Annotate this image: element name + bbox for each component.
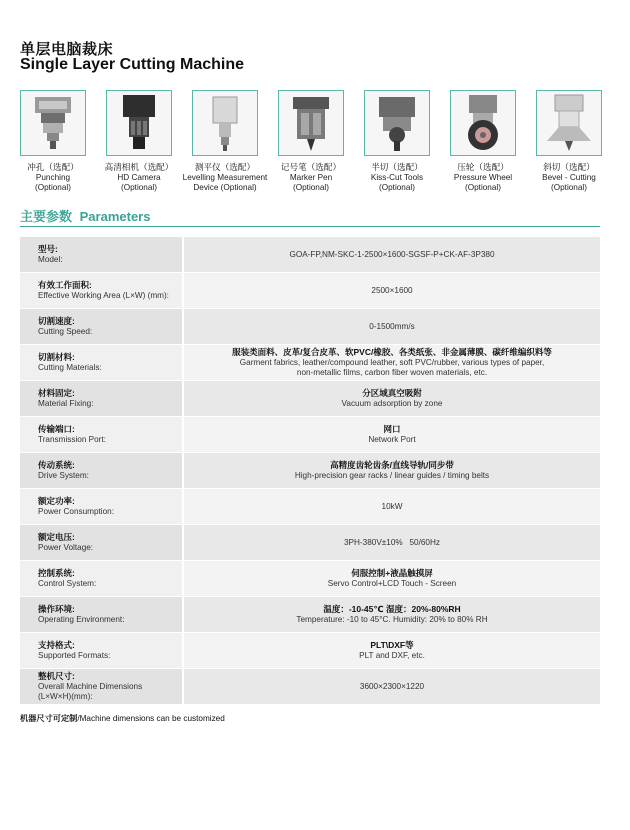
param-row-machine-dimensions [20, 669, 600, 704]
tool-label-en: Levelling Measurement [182, 173, 268, 182]
tool-label-en: Punching [35, 173, 71, 182]
param-label-zh: 传动系统: [38, 460, 75, 470]
tool-hd-camera [104, 90, 174, 193]
param-label-zh: 有效工作面积: [38, 280, 92, 290]
tool-bevel-cutting [534, 90, 604, 193]
param-value-en: Garment fabrics, leather/compound leather, soft PVC/rubber, various types of paper, [239, 358, 545, 367]
param-value-en: 3PH-380V±10% 50/60Hz [344, 537, 440, 547]
param-label-en: Overall Machine Dimensions [38, 682, 143, 691]
param-label-en: Drive System: [38, 471, 89, 480]
param-value-zh: 分区域真空吸附 [362, 388, 422, 398]
param-value-en: GOA-FP,NM-SKC-1-2500×1600-SGSF-P+CK-AF-3P380 [289, 249, 495, 259]
param-value-zh: 服装类面料、皮革/复合皮革、软PVC/橡胶、各类纸张、非金属薄膜、碳纤维编织料等 [232, 347, 552, 357]
tool-label-optional: (Optional) [121, 183, 157, 192]
param-label-en: Effective Working Area (L×W) (mm): [38, 291, 169, 300]
tool-label-optional: (Optional) [293, 183, 329, 192]
punching-tool-icon [20, 90, 86, 156]
param-label-en: Transmission Port: [38, 435, 106, 444]
param-value-en: PLT and DXF, etc. [359, 651, 425, 660]
param-row-model [20, 237, 600, 272]
tool-label-optional: (Optional) [551, 183, 587, 192]
tool-label-zh: 测平仪（选配） [194, 162, 256, 172]
param-row-transmission-port [20, 417, 600, 452]
param-label-zh: 额定电压: [38, 532, 75, 542]
param-label-en: Control System: [38, 579, 97, 588]
param-row-working-area [20, 273, 600, 308]
levelling-device-icon [192, 90, 258, 156]
param-value-en: Temperature: -10 to 45°C. Humidity: 20% to 80% RH [296, 615, 488, 624]
customization-note-zh: 机器尺寸可定制 [20, 714, 78, 723]
param-label-en: Operating Environment: [38, 615, 125, 624]
param-value-en: 2500×1600 [371, 285, 413, 295]
param-label-en: Cutting Speed: [38, 327, 93, 336]
tool-label-optional: (Optional) [35, 183, 71, 192]
param-label-en: Power Consumption: [38, 507, 114, 516]
tool-label-en: Marker Pen [289, 173, 333, 182]
param-label-zh: 支持格式: [38, 640, 75, 650]
param-label-en: Material Fixing: [38, 399, 94, 408]
param-label-en: Cutting Materials: [38, 363, 102, 372]
parameters-heading [20, 206, 150, 225]
tool-label-en: HD Camera [117, 173, 161, 182]
section-divider [20, 226, 600, 227]
param-value-en: Network Port [368, 435, 416, 444]
param-row-material-fixing [20, 381, 600, 416]
kiss-cut-tool-icon [364, 90, 430, 156]
param-row-control-system [20, 561, 600, 596]
param-label-zh: 材料固定: [38, 388, 75, 398]
tool-label-optional: (Optional) [379, 183, 415, 192]
tool-label-en: Pressure Wheel [453, 173, 513, 182]
param-label-zh: 操作环境: [38, 604, 75, 614]
param-row-supported-formats [20, 633, 600, 668]
tool-label-zh: 半切（选配） [371, 162, 423, 172]
customization-note [20, 713, 225, 724]
tool-marker-pen [276, 90, 346, 193]
param-value-en: 10kW [381, 501, 403, 511]
param-value-en-line2: non-metallic films, carbon fiber woven materials, etc. [296, 368, 488, 377]
tool-label-optional: Device (Optional) [193, 183, 257, 192]
tool-label-en: Bevel - Cutting [542, 173, 596, 182]
hd-camera-icon [106, 90, 172, 156]
parameters-heading-en: Parameters [79, 209, 151, 224]
param-row-cutting-speed [20, 309, 600, 344]
marker-pen-icon [278, 90, 344, 156]
parameters-heading-zh: 主要参数 [20, 209, 73, 224]
customization-note-en: /Machine dimensions can be customized [77, 714, 225, 723]
param-value-en: High-precision gear racks / linear guides / timing belts [294, 471, 490, 480]
param-value-zh: 温度：-10-45℃ 湿度：20%-80%RH [323, 604, 461, 614]
param-row-cutting-materials [20, 345, 600, 380]
param-label-en: Model: [38, 255, 63, 264]
tool-label-zh: 记号笔（选配） [280, 162, 342, 172]
tool-pressure-wheel [448, 90, 518, 193]
param-row-power-voltage [20, 525, 600, 560]
param-label-zh: 切割材料: [38, 352, 75, 362]
param-row-drive-system [20, 453, 600, 488]
param-value-zh: 伺服控制+液晶触摸屏 [351, 568, 433, 578]
tool-label-optional: (Optional) [465, 183, 501, 192]
parameters-table [20, 237, 600, 705]
param-label-zh: 整机尺寸: [38, 671, 75, 681]
page-title-zh: 单层电脑裁床 [20, 41, 114, 58]
param-label-zh: 传输端口: [38, 424, 75, 434]
param-row-operating-environment [20, 597, 600, 632]
tool-label-zh: 斜切（选配） [543, 162, 595, 172]
param-label-zh: 额定功率: [38, 496, 75, 506]
param-value-zh: 网口 [383, 424, 401, 434]
param-value-en: 0-1500mm/s [369, 321, 415, 331]
param-value-zh: 高精度齿轮齿条/直线导轨/同步带 [330, 460, 454, 470]
tool-options [18, 90, 604, 193]
param-label-en: Supported Formats: [38, 651, 111, 660]
param-value-en: 3600×2300×1220 [359, 681, 425, 691]
param-label-zh: 型号: [38, 244, 58, 254]
pressure-wheel-icon [450, 90, 516, 156]
tool-label-zh: 冲孔（选配） [27, 162, 79, 172]
param-label-en: Power Voltage: [38, 543, 94, 552]
tool-label-en: Kiss-Cut Tools [370, 173, 424, 182]
tool-punching [18, 90, 88, 193]
param-label-zh: 切割速度: [38, 316, 75, 326]
param-row-power-consumption [20, 489, 600, 524]
bevel-cutting-icon [536, 90, 602, 156]
tool-levelling [182, 90, 268, 193]
tool-label-zh: 高清相机（选配） [104, 162, 174, 172]
param-value-en: Vacuum adsorption by zone [341, 399, 443, 408]
param-value-en: Servo Control+LCD Touch - Screen [327, 579, 457, 588]
tool-label-zh: 压轮（选配） [457, 162, 509, 172]
param-label-en-line2: (L×W×H)(mm): [38, 692, 93, 701]
tool-kiss-cut [362, 90, 432, 193]
param-value-zh: PLT\DXF等 [370, 640, 414, 650]
page-title-en: Single Layer Cutting Machine [20, 56, 245, 73]
param-label-zh: 控制系统: [38, 568, 75, 578]
